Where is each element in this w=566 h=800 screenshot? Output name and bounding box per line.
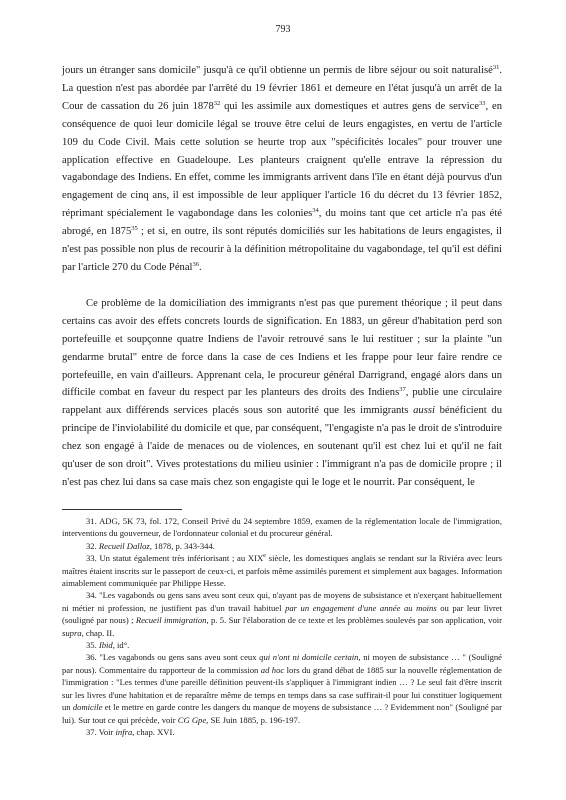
italic-reference: supra: [62, 627, 82, 638]
footnote-36: [62, 651, 502, 725]
footnote-ref-35[interactable]: 35: [131, 225, 138, 233]
italic-emphasis: qui n'ont ni domicile certain: [259, 652, 359, 663]
text-run: . La question n'est pas abordée par l'arrêté du 19 février 1861 et demeure en l'état jusqu'à un arrêt de la Cour de cassation du 26 juin 1878: [62, 65, 502, 112]
superscript: e: [263, 552, 267, 560]
italic-reference: Ibid: [98, 640, 113, 651]
text-run: 37. Voir: [86, 726, 116, 737]
paragraph-2: [62, 295, 502, 492]
text-run: 34. "Les vagabonds ou gens sans aveu sont ceux qui, n'ayant pas de moyens de subsistance et n'exerçant habituellement ni métier ni profession, ne justifient pas d'un travail habituel: [62, 590, 502, 613]
text-run: siècle, les domestiques anglais se rendant sur la Riviéra avec leurs maîtres étaient inscrits sur le passeport de ceux-ci, et parfois même assimilés purement et simplement aux bagages. Information aimablement communiquée par Philippe Hesse.: [62, 553, 502, 589]
text-run: , p. 5. Sur l'élaboration de ce texte et les problèmes soulevés par son application, voir: [206, 615, 502, 626]
page-number: 793: [275, 24, 291, 35]
footnote-32: [62, 540, 502, 552]
text-run: 33. Un statut également très infériorisant ; au XIX: [86, 553, 264, 564]
footnote-separator: [62, 509, 182, 510]
footnote-33: [62, 552, 502, 589]
footnote-35: [62, 639, 502, 651]
italic-emphasis: domicile: [72, 702, 103, 713]
text-run: , chap. XVI.: [132, 726, 175, 737]
text-run: , chap. II.: [81, 627, 115, 638]
italic-title: Recueil immigration: [135, 615, 207, 626]
italic-reference: infra: [115, 726, 133, 737]
main-text: [62, 62, 502, 492]
footnote-ref-34[interactable]: 34: [312, 207, 319, 215]
footnote-number: 32.: [86, 540, 99, 551]
text-run: , en conséquence de quoi leur domicile légal se trouve être celui de leurs engagistes, en vertu de l'article 109 du Code Civil. Mais cette solution se heurte trop aux "spécificités locales" pour trouver une application effective en Guadeloupe. Les planteurs craignent qu'elle entrave la répression du vagabondage des Indiens. En effet, comme les immigrants arrivent dans l'île en étant déjà pourvus d'un engagement de cinq ans, il est impossible de leur appliquer l'article 16 du décret du 13 février 1852, réprimant spécialement le vagabondage dans les colonies: [62, 100, 503, 220]
italic-emphasis: par un engagement d'une année au moins: [285, 602, 437, 613]
text-run: et le mettre en garde contre les dangers du manque de moyens de subsistance … ? Evidemment non" (Souligné par lui). Sur tout ce qui précède, voir: [62, 702, 502, 725]
text-run: , id°.: [112, 640, 130, 651]
footnote-34: [62, 589, 502, 639]
footnote-ref-31[interactable]: 31: [492, 64, 500, 71]
text-run: qui les assimile aux domestiques et autres gens de service: [220, 100, 480, 112]
italic-title: Recueil Dalloz: [98, 540, 150, 551]
footnote-ref-32[interactable]: 32: [213, 99, 221, 107]
text-run: lors du grand débat de 1885 sur la nouvelle réglementation de l'immigration : "Les termes d'une pareille définition peuvent-ils s'appliquer à l'immigrant indien … ? Le seul fait d'être inscrit sur les livres d'une habitation et de reparaître même de temps en temps dans sa case suffirait-il pour lui constituer logiquement un: [62, 664, 502, 713]
footnote-37: [62, 726, 502, 738]
text-run: , ni moyen de subsistance … " (Souligné par nous). Commentaire du rapporteur de la commission: [62, 652, 502, 675]
text-run: , SE Juin 1885, p. 196-197.: [206, 714, 300, 725]
text-run: , publie une circulaire rappelant aux différends services placés sous son autorité que les immigrants: [62, 387, 502, 417]
italic-emphasis: ad hoc: [260, 664, 285, 675]
footnote-ref-33[interactable]: 33: [479, 99, 486, 107]
text-run: Ce problème de la domiciliation des immigrants n'est pas que purement théorique ; il peut dans certains cas avoir des effets concrets lourds de signification. En 1883, un gêreur d'habitation perd son portefeuille et soupçonne quatre Indiens de l'avoir retrouvé sans le lui restituer ; sur la plainte "un gendarme brutal" entre de force dans la case de ces Indiens et les frappe pour leur faire rendre ce portefeuille, en vain d'ailleurs. Apprenant cela, le procureur général Darrigrand, engagé alors dans un difficile combat en faveur du respect par les planteurs des droits des Indiens: [62, 297, 502, 399]
paragraph-spacer: [62, 277, 502, 295]
text-run: ; et si, en outre, ils sont réputés domiciliés sur les habitations de leurs engagistes, il n'est pas possible non plus de recourir à la définition métropolitaine du vagabondage, tel qu'il est défini par l'article 270 du Code Pénal: [62, 226, 502, 273]
italic-reference: CG Gpe: [177, 714, 207, 725]
footnote-ref-36[interactable]: 36: [192, 260, 199, 268]
italic-emphasis: aussi: [413, 405, 435, 417]
text-run: 36. "Les vagabonds ou gens sans aveu sont ceux: [86, 652, 260, 663]
text-run: .: [198, 261, 202, 273]
footnote-31: 31. ADG, 5K 73, fol. 172, Conseil Privé du 24 septembre 1859, examen de la réglementation locale de l'immigration, interventions du gouverneur, de l'ordonnateur colonial et du procureur général.: [62, 516, 502, 539]
footnote-number: 35.: [86, 640, 99, 651]
text-run: , du moins tant que cet article n'a pas été abrogé, en 1875: [62, 208, 502, 238]
text-run: ou par leur livret (souligné par nous) ;: [62, 602, 502, 626]
paragraph-1: [62, 62, 502, 277]
footnote-ref-37[interactable]: 37: [399, 386, 406, 394]
text-run: bénéficient du principe de l'inviolabilité du domicile et que, par conséquent, "l'engagiste n'a pas le droit de s'introduire chez son engagé à l'aide de menaces ou de violences, en soutenant qu'il est chez lui et qu'il ne fait qu'user de son droit". Vives protestations du milieu usinier : l'immigrant n'a pas de domicile propre ; il n'est pas chez lui dans sa case mais chez son engagiste qui le loge et le nourrit. Par conséquent, le: [62, 405, 502, 488]
text-run: jours un étranger sans domicile" jusqu'à ce qu'il obtienne un permis de libre séjour ou soit naturalisé: [62, 65, 493, 76]
text-run: , 1878, p. 343-344.: [149, 540, 215, 551]
footnotes: [62, 515, 502, 738]
